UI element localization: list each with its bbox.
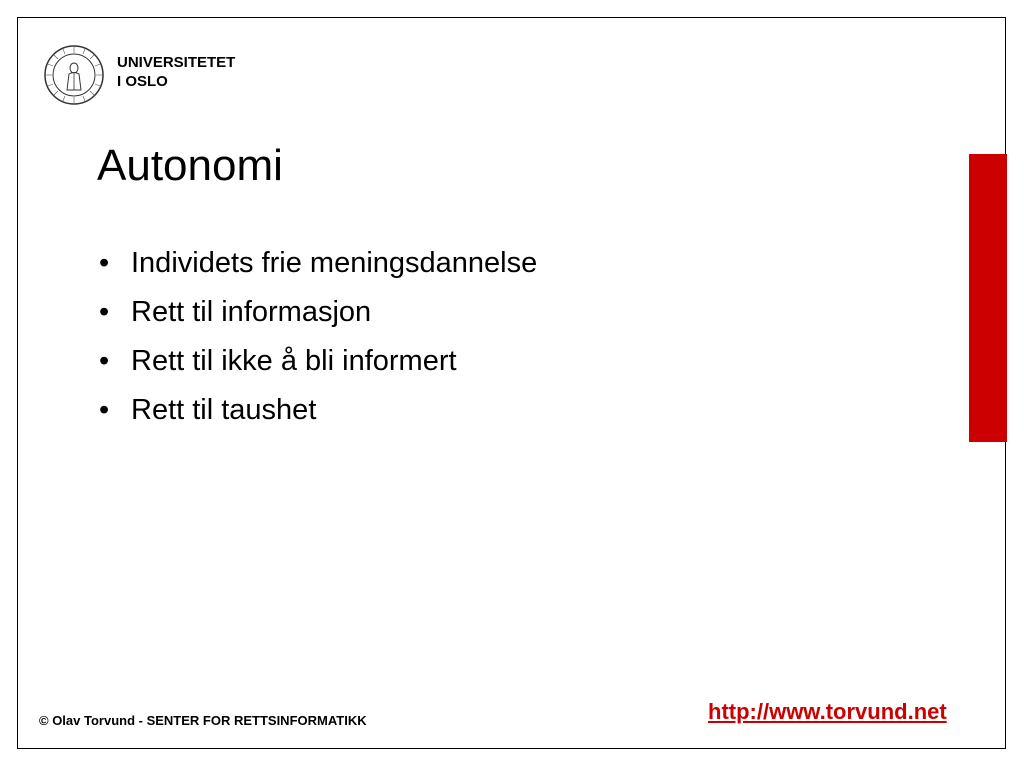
bullet-dot: • [99, 345, 110, 377]
bullet-text: Rett til taushet [131, 394, 317, 426]
slide-title: Autonomi [97, 141, 283, 190]
website-link[interactable]: http://www.torvund.net [708, 699, 947, 724]
bullet-text: Rett til informasjon [131, 296, 372, 328]
bullet-dot: • [99, 247, 110, 279]
bullet-text: Individets frie meningsdannelse [131, 247, 538, 279]
footer-copyright: © Olav Torvund - SENTER FOR RETTSINFORMATIKK [39, 713, 367, 728]
bullet-item [97, 388, 537, 437]
bullet-text: Rett til ikke å bli informert [131, 345, 457, 377]
bullet-dot: • [99, 394, 110, 426]
university-name-line2: I OSLO [117, 73, 168, 90]
university-seal-icon [43, 44, 105, 106]
bullet-item [97, 339, 537, 388]
accent-bar [969, 154, 1007, 442]
bullet-item [97, 241, 537, 290]
bullet-list [97, 241, 537, 437]
university-name-line1: UNIVERSITETET [117, 54, 236, 71]
university-name [117, 53, 235, 91]
bullet-item [97, 290, 537, 339]
bullet-dot: • [99, 296, 110, 328]
